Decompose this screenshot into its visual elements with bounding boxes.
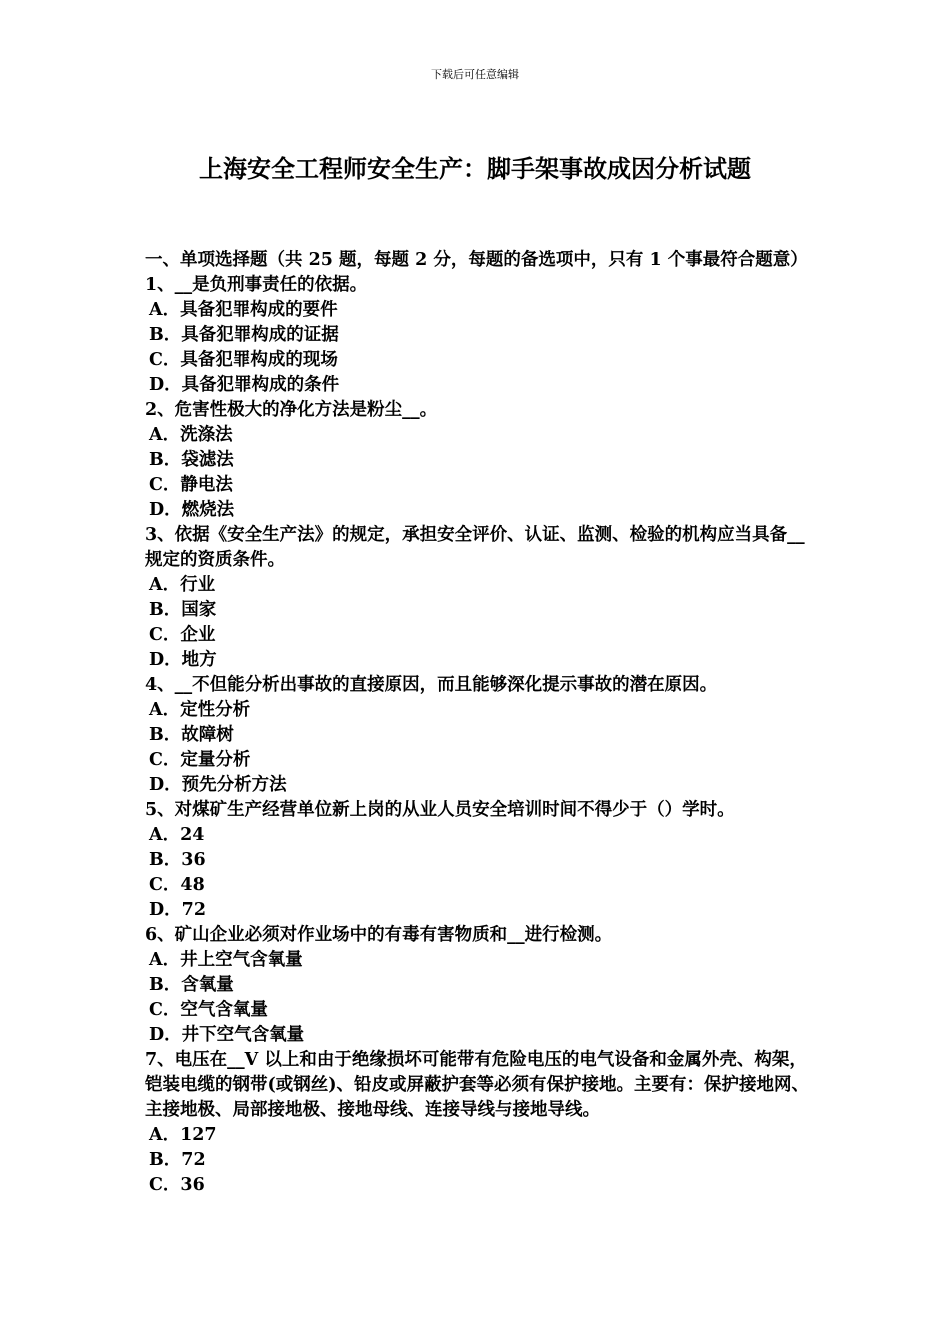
question-stem: 2、危害性极大的净化方法是粉尘__。 bbox=[145, 400, 438, 420]
option-a: A．24 bbox=[149, 825, 205, 845]
document-body bbox=[145, 248, 815, 1198]
option-d: D．72 bbox=[149, 900, 207, 920]
option-a: A．具备犯罪构成的要件 bbox=[149, 300, 338, 320]
option-c: C．静电法 bbox=[149, 475, 233, 495]
option-b: B．具备犯罪构成的证据 bbox=[149, 325, 339, 345]
question-stem: 1、__是负刑事责任的依据。 bbox=[145, 275, 368, 295]
option-b: B．72 bbox=[149, 1150, 206, 1170]
option-d: D．具备犯罪构成的条件 bbox=[149, 375, 340, 395]
question-stem: 7、电压在__V 以上和由于绝缘损坏可能带有危险电压的电气设备和金属外壳、构架，铠装电缆的钢带(或钢丝)、铅皮或屏蔽护套等必须有保护接地。主要有：保护接地网、主接地极、局部接地极、接地母线、连接导线与接地导线。 bbox=[145, 1050, 810, 1120]
option-d: D．预先分析方法 bbox=[149, 775, 287, 795]
option-c: C．企业 bbox=[149, 625, 216, 645]
header-note: 下载后可任意编辑 bbox=[431, 68, 519, 81]
option-c: C．36 bbox=[149, 1175, 205, 1195]
option-a: A．行业 bbox=[149, 575, 216, 595]
option-a: A．洗涤法 bbox=[149, 425, 233, 445]
document-title: 上海安全工程师安全生产：脚手架事故成因分析试题 bbox=[199, 154, 751, 183]
option-d: D．燃烧法 bbox=[149, 500, 235, 520]
option-b: B．国家 bbox=[149, 600, 217, 620]
option-c: C．具备犯罪构成的现场 bbox=[149, 350, 338, 370]
option-b: B．36 bbox=[149, 850, 206, 870]
option-a: A．井上空气含氧量 bbox=[149, 950, 303, 970]
option-b: B．袋滤法 bbox=[149, 450, 234, 470]
question-stem: 5、对煤矿生产经营单位新上岗的从业人员安全培训时间不得少于（）学时。 bbox=[145, 800, 735, 820]
option-d: D．地方 bbox=[149, 650, 217, 670]
section-heading: 一、单项选择题（共 25 题，每题 2 分，每题的备选项中，只有 1 个事最符合题意） bbox=[145, 250, 808, 270]
question-stem: 4、__不但能分析出事故的直接原因，而且能够深化提示事故的潜在原因。 bbox=[145, 675, 718, 695]
question-stem: 6、矿山企业必须对作业场中的有毒有害物质和__进行检测。 bbox=[145, 925, 613, 945]
option-c: C．空气含氧量 bbox=[149, 1000, 268, 1020]
option-b: B．故障树 bbox=[149, 725, 234, 745]
option-a: A．127 bbox=[149, 1125, 217, 1145]
option-d: D．井下空气含氧量 bbox=[149, 1025, 305, 1045]
option-a: A．定性分析 bbox=[149, 700, 251, 720]
option-c: C．定量分析 bbox=[149, 750, 251, 770]
option-c: C．48 bbox=[149, 875, 205, 895]
question-stem: 3、依据《安全生产法》的规定，承担安全评价、认证、监测、检验的机构应当具备__规定的资质条件。 bbox=[145, 525, 805, 570]
option-b: B．含氧量 bbox=[149, 975, 234, 995]
